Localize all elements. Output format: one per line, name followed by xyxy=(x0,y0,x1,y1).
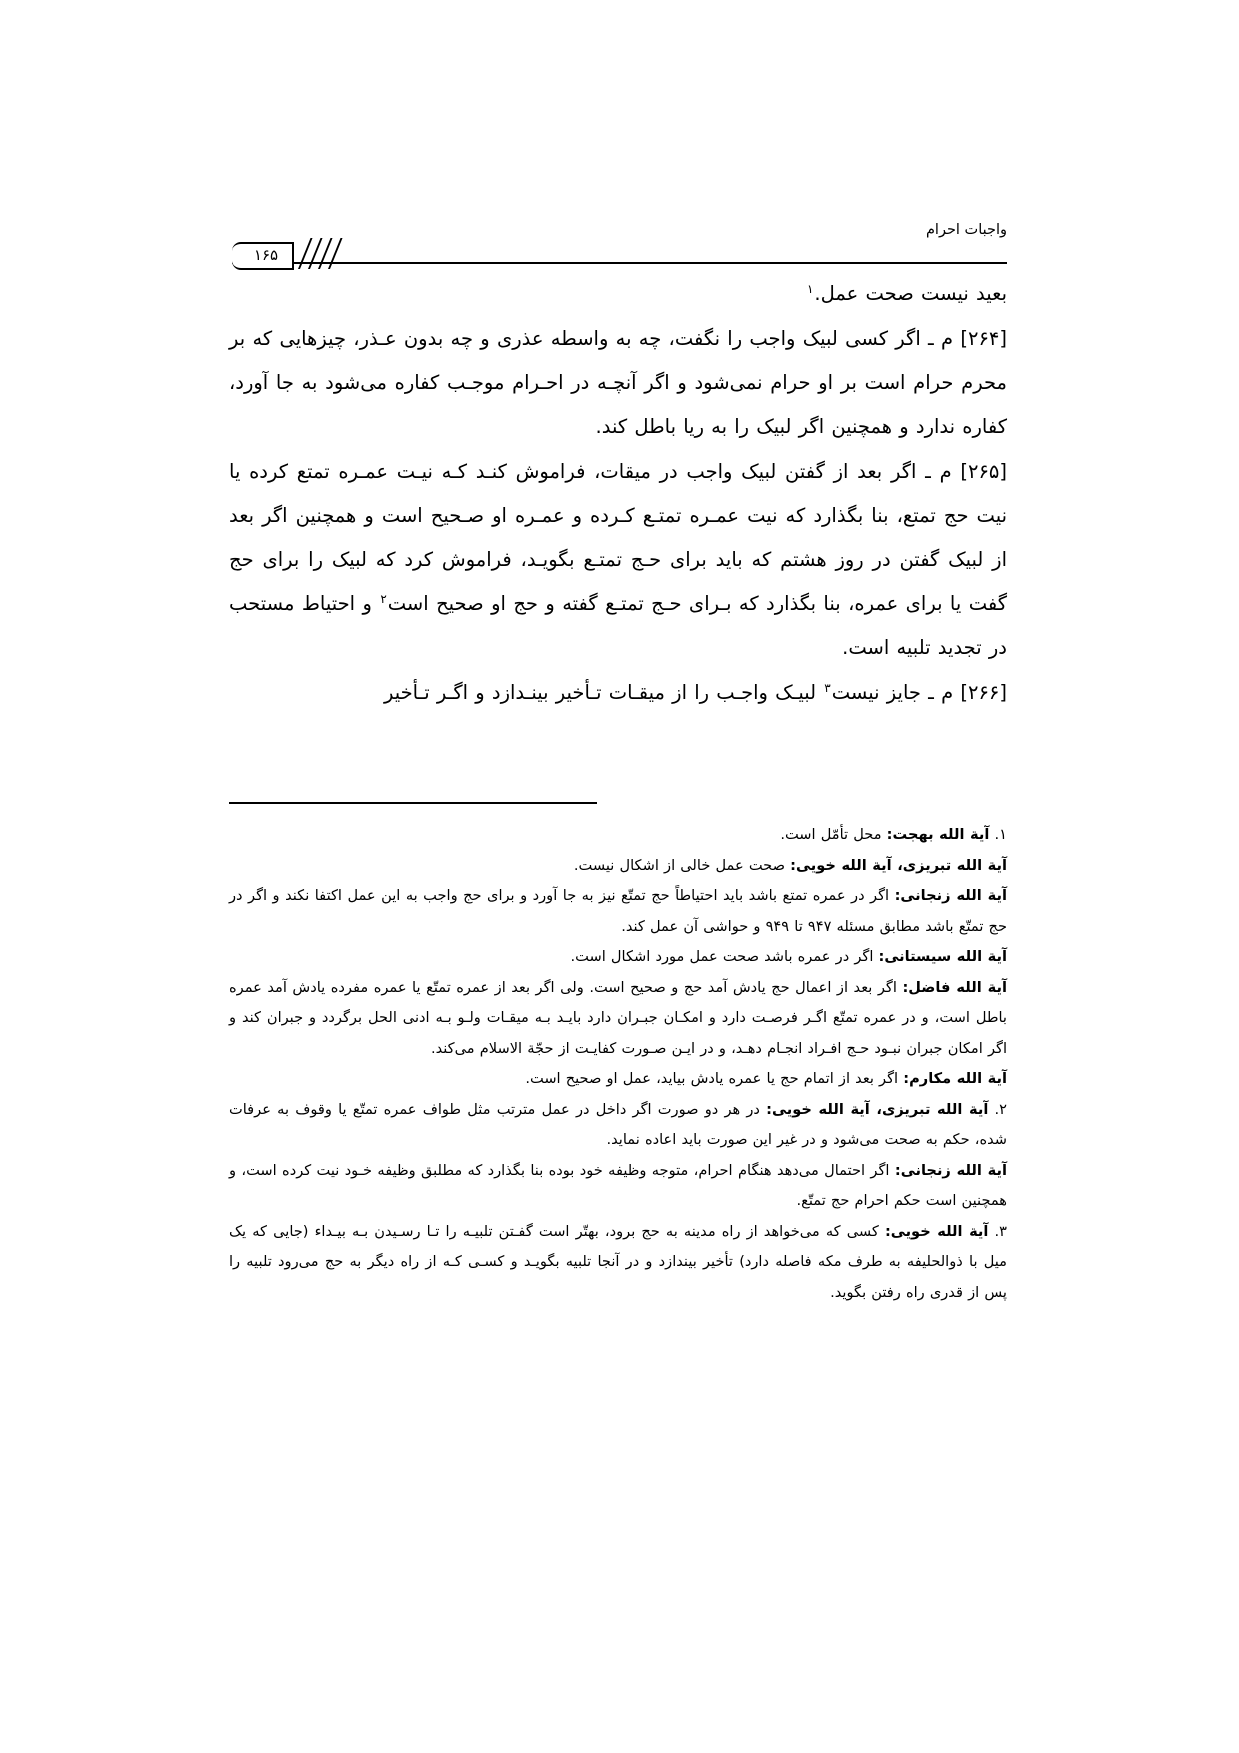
footnote-1-entry-3 xyxy=(229,881,1007,942)
paragraph-266-text-part2: لبیـک واجـب را از میقـات تـأخیر بینـدازد و اگـر تـأخیر xyxy=(383,681,824,704)
footnote-1-entry-2-text: صحت عمل خالی از اشکال نیست. xyxy=(573,856,785,874)
paragraph-265-text-part1: اگر بعد از گفتن لبیک واجب در میقات، فراموش کنـد کـه نیـت عمـره تمتع کرده یا نیت حج تمتع، بنا بگذارد که نیت عمـره تمتـع کـرده و عمـره او صـحیح است و همچنین اگر بعد از لبیک گفتن در روز هشتم که باید برای حـج تمتـع بگویـد، فراموش کرد که لبیک را برای حج گفت یا برای عمره، بنا بگذارد که بـرای حـج تمتـع گفته و حج او صحیح است xyxy=(229,460,1007,615)
footnote-1-entry-2 xyxy=(229,851,1007,882)
paragraph-265-text-part2: و احتیاط مستحب در تجدید تلبیه است. xyxy=(229,592,1007,659)
paragraph-265 xyxy=(229,450,1007,670)
paragraph-265-number: [۲۶۵] xyxy=(960,460,1007,483)
authority-bahjat: آیة الله بهجت: xyxy=(886,826,990,843)
footnote-1-entry-1 xyxy=(229,820,1007,851)
footnote-2-entry-1-text: در هر دو صورت اگر داخل در عمل مترتب مثل طواف عمره تمتّع یا وقوف به عرفات شده، حکم به صحت می‌شود و در غیر این صورت باید اعاده نماید. xyxy=(229,1100,1007,1148)
footnote-1-entry-4-text: اگر در عمره باشد صحت عمل مورد اشکال است. xyxy=(570,948,874,965)
paragraph-266-dash: ـ xyxy=(928,681,934,704)
authority-sistani: آیة الله سیستانی: xyxy=(878,948,1007,965)
paragraph-266-marker: م xyxy=(941,681,954,704)
paragraph-266-text-part1: جایز نیست xyxy=(831,681,921,704)
footnote-1-number: ۱. xyxy=(994,826,1007,843)
folio-ornament xyxy=(232,236,332,270)
paragraph-266-number: [۲۶۶] xyxy=(960,681,1007,704)
paragraph-264-dash: ـ xyxy=(928,327,934,350)
authority-makarem: آیة الله مکارم: xyxy=(903,1070,1007,1087)
authority-fazel: آیة الله فاضل: xyxy=(902,978,1007,996)
authority-tabrizi-khoei-2: آیة الله تبریزی، آیة الله خویی: xyxy=(766,1100,989,1118)
footnote-3-entry-1 xyxy=(229,1217,1007,1309)
header-rule xyxy=(232,262,1007,264)
authority-zanjani: آیة الله زنجانی: xyxy=(894,887,1007,904)
footnote-separator-rule xyxy=(229,802,597,804)
paragraph-continuation xyxy=(229,272,1007,316)
authority-zanjani-2: آیة الله زنجانی: xyxy=(894,1161,1008,1179)
paragraph-265-dash: ـ xyxy=(925,460,931,483)
paragraph-264-text: اگر کسی لبیک واجب را نگفت، چه به واسطه عذری و چه بدون عـذر، چیزهایی که بر محرم حرام است بر او حرام نمی‌شود و اگر آنچـه در احـرام موجـب کفاره می‌شود به جا آورد، کفاره ندارد و همچنین اگر لبیک را به ریا باطل کند. xyxy=(229,327,1007,438)
footnote-ref-3: ۳ xyxy=(824,680,831,695)
footnote-1-entry-5-text: اگر بعد از اعمال حج یادش آمد حج و صحیح است. ولی اگر بعد از عمره تمتّع یا عمره مفرده یادش آمد عمره باطل است، و در عمره تمتّع اگـر فرصـت دارد و امکـان جبـران دارد بایـد بـه میقـات ولـو بـه ادنی الحل برگردد و جبران کند و اگر امکان جبران نبـود حـج افـراد انجـام دهـد، و در ایـن صـورت کفایـت از حجّة الاسلام می‌کند. xyxy=(229,978,1007,1057)
page-header xyxy=(232,222,1007,268)
footnote-1-entry-6-text: اگر بعد از اتمام حج یا عمره یادش بیاید، عمل او صحیح است. xyxy=(525,1070,899,1087)
paragraph-265-marker: م xyxy=(939,460,952,483)
footnote-2-entry-2 xyxy=(229,1156,1007,1217)
paragraph-264-number: [۲۶۴] xyxy=(960,327,1007,350)
footnote-1-entry-4 xyxy=(229,942,1007,973)
footnote-2-entry-2-text: اگر احتمال می‌دهد هنگام احرام، متوجه وظیفه خود بوده بنا بگذارد که مطلبق وظیفه خـود نیت کرده است، و همچنین است حکم احرام حج تمتّع. xyxy=(229,1161,1007,1209)
paragraph-264-marker: م xyxy=(941,327,954,350)
main-text-column xyxy=(229,272,1007,716)
footnote-ref-2: ۲ xyxy=(380,591,387,606)
authority-khoei-3: آیة الله خویی: xyxy=(884,1222,989,1240)
footnote-section xyxy=(229,820,1007,1308)
footnote-3-number: ۳. xyxy=(994,1222,1008,1240)
footnote-2-number: ۲. xyxy=(994,1100,1008,1118)
paragraph-264 xyxy=(229,317,1007,449)
footnote-1-entry-3-text: اگر در عمره تمتع باشد باید احتیاطاً حج تمتّع نیز به جا آورد و برای حج واجب به این عمل اکتفا نکند و اگر در حج تمتّع باشد مطابق مسئله ۹۴۷ تا ۹۴۹ و حواشی آن عمل کند. xyxy=(229,887,1007,935)
footnote-ref-1: ۱ xyxy=(806,281,814,296)
running-head-title: واجبات احرام xyxy=(925,222,1007,238)
footnote-1-entry-1-text: محل تأمّل است. xyxy=(780,826,882,843)
footnote-2-entry-1 xyxy=(229,1095,1007,1156)
footnote-3-entry-1-text: کسی که می‌خواهد از راه مدینه به حج برود، بهتّر است گفـتن تلبیـه را تـا رسـیدن بـه بیـداء (جایی که یک میل با ذوالحلیفه به طرف مکه فاصله دارد) تأخیر بیندازد و در آنجا تلبیه بگویـد و کسـی کـه از راه دیگر به حج می‌رود تلبیه را پس از قدری راه رفتن بگوید. xyxy=(229,1222,1007,1301)
authority-tabrizi-khoei: آیة الله تبریزی، آیة الله خویی: xyxy=(790,856,1007,874)
continuation-text: بعید نیست صحت عمل. xyxy=(814,282,1007,305)
page-number: ۱۶۵ xyxy=(253,245,279,264)
footnote-1-entry-5 xyxy=(229,973,1007,1065)
slash-ornament-icon xyxy=(294,238,340,270)
footnote-1-entry-6 xyxy=(229,1064,1007,1095)
paragraph-266 xyxy=(229,671,1007,715)
page-number-box xyxy=(232,242,294,270)
